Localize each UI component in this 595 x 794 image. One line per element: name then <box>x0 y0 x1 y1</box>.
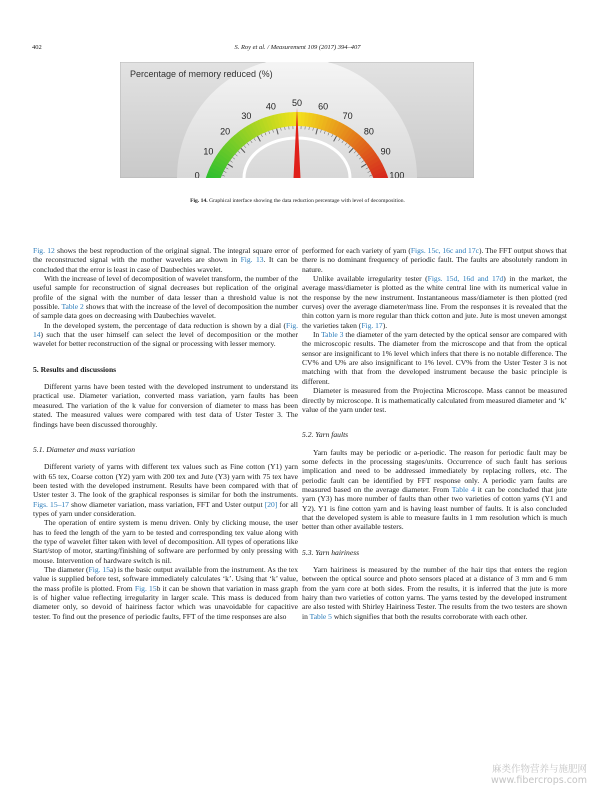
text-run: Yarn hairiness is measured by the number of the hair tips that enters the region between the optical source and photo sensors placed at a distance of 3 mm and 6 mm from the yarn core at both sides. From the results, it is inferred that the jute is more hairy than two varieties of cotton yarns. The yarns tested by the developed instrument are also tested with Shirley Hairiness Tester. The results from the two testers are shown in <box>302 564 567 621</box>
text-run: Diameter is measured from the <box>313 386 413 396</box>
spacer <box>33 454 298 462</box>
section-heading: 5.2. Yarn faults <box>302 430 349 440</box>
figure-caption <box>0 198 595 204</box>
paragraph <box>33 518 298 565</box>
spacer <box>33 374 298 382</box>
gauge-tick-label: 0 <box>194 170 200 178</box>
cross-reference-link[interactable]: [20] <box>264 499 278 509</box>
watermark-line-2: www.fibercrops.com <box>490 775 587 786</box>
cross-reference-link[interactable]: Table 5 <box>309 611 332 621</box>
running-header <box>0 44 595 56</box>
spacer <box>33 429 298 445</box>
gauge-tick-label: 40 <box>265 101 276 112</box>
text-run: ) such that the user himself can select the level of decomposition or the mother wavelet for better reconstruction of the signal or processing with lesser memory. <box>33 330 298 349</box>
paragraph <box>302 246 567 274</box>
gauge-tick-label: 80 <box>363 126 374 137</box>
cross-reference-link[interactable]: Figs. 15–17 <box>33 499 69 509</box>
text-run: ) in the market, the average mass/diameter is plotted as the white central line with its numerical value in the response by the new instrument. Instantaneous mass/diameter is then plotted (red curves) over the average diameter/mass line. From the responses it is revealed that the thin cotton yarn is more regular than thick cotton and jute. Jute is most uneven amongst the varieties taken ( <box>302 274 567 330</box>
gauge-tick-label: 50 <box>291 98 303 108</box>
text-run: Different yarns have been tested with the developed instrument to understand its practical use. Diameter variation, converted mass variation, yarn faults has been measured. The variation of the k value for conversion of diameter to mass has been stated. The measured values were compared with test data of Uster Tester 3. The findings have been discussed thoroughly. <box>33 382 298 429</box>
cross-reference-link[interactable]: Table 2 <box>61 302 84 312</box>
cross-reference-link[interactable]: Fig. 15 <box>88 564 110 574</box>
spacer <box>302 557 567 565</box>
text-run: performed for each variety of yarn ( <box>302 246 411 255</box>
text-run: In <box>313 330 322 340</box>
journal-citation: S. Roy et al. / Measurement 109 (2017) 394–407 <box>234 44 361 51</box>
gauge-tick-label: 70 <box>342 110 353 121</box>
text-run: show diameter variation, mass variation, FFT and Uster output <box>68 499 265 509</box>
section-heading: 5.1. Diameter and mass variation <box>33 444 136 454</box>
gauge-tick-label: 100 <box>389 170 405 178</box>
paragraph <box>302 448 567 532</box>
paragraph <box>33 462 298 518</box>
text-run: . It can be concluded that the error is least in case of Daubechies wavelet. <box>33 255 298 274</box>
spacer <box>33 349 298 365</box>
page-number: 402 <box>32 44 42 51</box>
cross-reference-link[interactable]: Fig. 14 <box>33 320 298 340</box>
gauge-title: Percentage of memory reduced (%) <box>130 69 273 79</box>
text-run: ). The FFT output shows that there is no dominant frequency of periodic fault. The faults are absolutely random in nature. <box>302 246 567 274</box>
cross-reference-link[interactable]: Table 3 <box>321 330 344 340</box>
text-run: Yarn faults may be periodic or a-periodic. The reason for periodic fault may be some defects in the processing stages/units. Occurrence of such fault has serious implication and need to be addressed immediately by replacing rollers, etc. The periodic fault can be identified by FFT response only. A periodic yarn faults are measured based on the average diameter. From <box>302 447 567 494</box>
text-run: shows that with the increase of the level of decomposition the number of sample data goes on decreasing with Daubechies wavelet. <box>33 302 299 321</box>
text-run: for all types of yarn under consideration. <box>33 499 298 518</box>
paragraph <box>302 565 567 621</box>
cross-reference-link[interactable]: Fig. 12 <box>33 246 55 255</box>
text-run: The operation of entire system is menu driven. Only by clicking mouse, the user has to feed the length of the yarn to be tested and corresponding tex value along with the type of wavelet filter taken with level of decomposition. All types of operations like Start/stop of motor, starting/finishing of software are performed by only pressing with mouse. Intervention of hardware switch is nil. <box>33 518 298 565</box>
text-run: the diameter of the yarn detected by the optical sensor are compared with the microscopic results. The diameter from the microscope and that from the optical sensor are insignificant to 1% level which infers that there is no notable difference. The CV% and U% are also insignificant to 1% level. CV% from the Uster Tester 3 is not matching with that from the developed instrument because the basic principle is different. <box>302 330 567 386</box>
text-run: Different variety of yarns with different tex values such as Fine cotton (Y1) yarn with 65 tex, Coarse cotton (Y2) yarn with 200 tex and Jute (Y3) yarn with 75 tex have been tested with the developed instrument. Results have been compared with that of Uster tester 3. The look of the graphical responses is similar for both the instruments. <box>33 462 298 500</box>
text-run: The diameter ( <box>44 564 89 574</box>
cross-reference-link[interactable]: Fig. 17 <box>361 320 383 330</box>
gauge-tick-label: 20 <box>220 126 231 137</box>
text-run: ). <box>382 320 388 330</box>
watermark <box>491 764 587 786</box>
paragraph <box>302 386 567 414</box>
section-heading: 5. Results and discussions <box>33 364 117 374</box>
spacer <box>302 414 567 430</box>
paragraph <box>33 246 298 274</box>
text-run: which signifies that both the results corroborate with each other. <box>331 611 528 621</box>
cross-reference-link[interactable]: Fig. 13 <box>240 255 264 265</box>
figure-14 <box>120 62 474 178</box>
gauge-tick-label: 60 <box>318 101 329 112</box>
gauge-dial <box>120 62 474 178</box>
gauge-tick-label: 30 <box>241 110 252 121</box>
text-run: Unlike available irregularity tester ( <box>313 274 428 284</box>
text-run: With the increase of level of decomposition of wavelet transform, the number of the useful sample for reconstruction of signal decreases but replication of the original profile of the signal with the number of data lesser than a threshold value is not possible. <box>33 274 298 312</box>
paragraph <box>33 382 298 429</box>
section-heading: 5.3. Yarn hairiness <box>302 547 360 557</box>
paragraph <box>302 274 567 330</box>
text-run: Projectina Microscope <box>412 386 482 396</box>
cross-reference-link[interactable]: Table 4 <box>451 484 475 494</box>
cross-reference-link[interactable]: Figs. 15c, 16c and 17c <box>410 246 479 255</box>
caption-label: Fig. 14. <box>190 198 208 204</box>
paragraph <box>302 330 567 386</box>
left-column <box>33 246 298 621</box>
gauge-tick-label: 90 <box>380 146 391 157</box>
caption-text: Graphical interface showing the data reduction percentage with level of decomposition. <box>209 198 405 204</box>
cross-reference-link[interactable]: Figs. 15d, 16d and 17d <box>427 274 504 284</box>
text-run: shows the best reproduction of the original signal. The integral square error of the reconstructed signal with the mother wavelets are shown in <box>33 246 298 265</box>
gauge-tick-label: 10 <box>203 146 214 157</box>
text-run: . Mass cannot be measured directly by microscope. It is mathematically calculated from measured diameter and ‘k’ value of the yarn under test. <box>302 386 567 414</box>
spacer <box>302 532 567 548</box>
spacer <box>302 440 567 448</box>
text-run: b it can be shown that variation in mass graph is of higher value reflecting irregularity in larger scale. This mass is deduced from diameter only, so devoid of hairiness factor which was unavoidable for capacitive tester. To find out the presence of periodic faults, FFT of the time responses are also <box>33 583 298 621</box>
text-run: it can be concluded that jute yarn (Y3) has more number of faults than other two varieties of cotton yarns (Y1 and Y2). Y1 is fine cotton yarn and is having least number of faults. It is also concluded that the developed system is able to measure faults in 1 mm resolution which is much better than other available testers. <box>302 484 568 532</box>
watermark-line-1: 麻类作物营养与施肥网 <box>491 764 587 775</box>
right-column <box>302 246 567 621</box>
text-run: In the developed system, the percentage of data reduction is shown by a dial ( <box>44 320 287 330</box>
paragraph <box>33 274 298 321</box>
cross-reference-link[interactable]: Fig. 15 <box>134 583 157 593</box>
paragraph <box>33 565 298 621</box>
paragraph <box>33 321 298 349</box>
text-run: a) is the basic output available from the instrument. As the tex value is supplied before test, software immediately calculates ‘k’. Using that ‘k’ value, the mass profile is plotted. From <box>33 564 299 593</box>
